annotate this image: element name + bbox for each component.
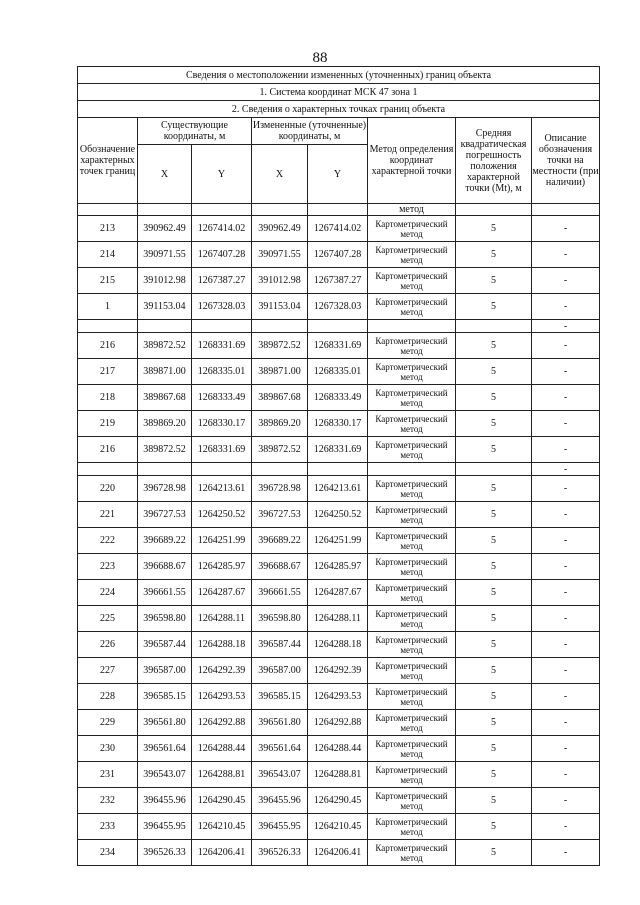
error-cell: 5	[456, 710, 532, 736]
existing-y-cell: 1264288.81	[192, 762, 252, 788]
changed-y-cell: 1267328.03	[308, 294, 368, 320]
separator-row	[78, 320, 600, 333]
changed-x-cell: 396455.95	[252, 814, 308, 840]
method-cell: Картометрический метод	[368, 411, 456, 437]
changed-y-cell: 1268331.69	[308, 437, 368, 463]
existing-y-cell: 1264288.44	[192, 736, 252, 762]
method-cell	[368, 320, 456, 333]
changed-x-cell: 396561.80	[252, 710, 308, 736]
existing-y-cell: 1264293.53	[192, 684, 252, 710]
existing-x-cell: 396561.80	[138, 710, 192, 736]
description-cell: -	[532, 463, 600, 476]
header-point-name: Обозначение характерных точек границ	[78, 118, 138, 204]
point-number-cell: 224	[78, 580, 138, 606]
method-cell: Картометрический метод	[368, 268, 456, 294]
point-number-cell: 1	[78, 294, 138, 320]
description-cell: -	[532, 762, 600, 788]
changed-y-cell: 1268335.01	[308, 359, 368, 385]
error-cell: 5	[456, 736, 532, 762]
table-row	[78, 710, 600, 736]
coord-system-label: 1. Система координат МСК 47 зона 1	[78, 84, 600, 101]
changed-x-cell	[252, 320, 308, 333]
point-number-cell: 214	[78, 242, 138, 268]
error-cell: 5	[456, 359, 532, 385]
point-number-cell: 220	[78, 476, 138, 502]
changed-x-cell: 389869.20	[252, 411, 308, 437]
point-number-cell: 229	[78, 710, 138, 736]
existing-y-cell: 1264285.97	[192, 554, 252, 580]
existing-y-cell: 1264213.61	[192, 476, 252, 502]
point-number-cell: 221	[78, 502, 138, 528]
existing-x-cell	[138, 463, 192, 476]
coordinates-table	[77, 66, 600, 866]
existing-y-cell: 1264251.99	[192, 528, 252, 554]
existing-x-cell: 389872.52	[138, 333, 192, 359]
header-existing-coords: Существующие координаты, м	[138, 118, 252, 145]
point-number-cell: 234	[78, 840, 138, 866]
description-cell: -	[532, 268, 600, 294]
point-number-cell: 218	[78, 385, 138, 411]
changed-y-cell: 1264250.52	[308, 502, 368, 528]
error-cell: 5	[456, 684, 532, 710]
header-changed-coords: Измененные (уточненные) координаты, м	[252, 118, 368, 145]
changed-y-cell: 1264292.88	[308, 710, 368, 736]
point-number-cell: 217	[78, 359, 138, 385]
carryover-row	[78, 204, 600, 216]
changed-y-cell: 1264251.99	[308, 528, 368, 554]
existing-x-cell: 389867.68	[138, 385, 192, 411]
error-cell: 5	[456, 632, 532, 658]
existing-y-cell: 1264250.52	[192, 502, 252, 528]
table-row	[78, 684, 600, 710]
existing-x-cell: 389872.52	[138, 437, 192, 463]
existing-x-cell: 396728.98	[138, 476, 192, 502]
changed-x-cell: 396661.55	[252, 580, 308, 606]
existing-y-cell: 1268330.17	[192, 411, 252, 437]
table-row	[78, 632, 600, 658]
existing-x-cell: 390962.49	[138, 216, 192, 242]
error-cell	[456, 463, 532, 476]
table-row	[78, 788, 600, 814]
existing-y-cell: 1264290.45	[192, 788, 252, 814]
existing-x-cell: 396689.22	[138, 528, 192, 554]
existing-y-cell: 1267328.03	[192, 294, 252, 320]
table-row	[78, 580, 600, 606]
error-cell: 5	[456, 840, 532, 866]
error-cell: 5	[456, 580, 532, 606]
changed-y-cell: 1264292.39	[308, 658, 368, 684]
table-row	[78, 762, 600, 788]
changed-x-cell: 396455.96	[252, 788, 308, 814]
table-row	[78, 437, 600, 463]
changed-x-cell: 396587.44	[252, 632, 308, 658]
description-cell: -	[532, 528, 600, 554]
description-cell: -	[532, 840, 600, 866]
changed-y-cell: 1264293.53	[308, 684, 368, 710]
method-cell: Картометрический метод	[368, 684, 456, 710]
existing-x-cell: 396543.07	[138, 762, 192, 788]
method-cell: Картометрический метод	[368, 580, 456, 606]
method-cell: Картометрический метод	[368, 528, 456, 554]
changed-y-cell: 1264206.41	[308, 840, 368, 866]
header-changed-x: X	[252, 145, 308, 204]
changed-x-cell: 389872.52	[252, 333, 308, 359]
existing-x-cell: 396688.67	[138, 554, 192, 580]
changed-y-cell: 1264287.67	[308, 580, 368, 606]
method-cell: Картометрический метод	[368, 632, 456, 658]
existing-y-cell: 1268331.69	[192, 437, 252, 463]
existing-y-cell: 1264292.88	[192, 710, 252, 736]
changed-y-cell: 1267414.02	[308, 216, 368, 242]
method-cell: Картометрический метод	[368, 814, 456, 840]
description-cell: -	[532, 580, 600, 606]
changed-x-cell	[252, 463, 308, 476]
table-row	[78, 294, 600, 320]
existing-x-cell: 396598.80	[138, 606, 192, 632]
error-cell: 5	[456, 788, 532, 814]
error-cell	[456, 320, 532, 333]
point-number-cell: 231	[78, 762, 138, 788]
method-cell: Картометрический метод	[368, 359, 456, 385]
existing-y-cell: 1264288.11	[192, 606, 252, 632]
table-row	[78, 736, 600, 762]
method-cell: Картометрический метод	[368, 476, 456, 502]
changed-y-cell: 1267407.28	[308, 242, 368, 268]
header-error: Средняя квадратическая погрешность положения характерной точки (Mt), м	[456, 118, 532, 204]
method-cell: Картометрический метод	[368, 840, 456, 866]
description-cell: -	[532, 216, 600, 242]
error-cell: 5	[456, 476, 532, 502]
table-row	[78, 814, 600, 840]
method-cell: Картометрический метод	[368, 788, 456, 814]
existing-x-cell: 391012.98	[138, 268, 192, 294]
existing-y-cell: 1264206.41	[192, 840, 252, 866]
table-row	[78, 242, 600, 268]
point-number-cell: 232	[78, 788, 138, 814]
description-cell: -	[532, 385, 600, 411]
table-title: Сведения о местоположении измененных (уточненных) границ объекта	[78, 67, 600, 84]
point-number-cell: 216	[78, 437, 138, 463]
error-cell: 5	[456, 502, 532, 528]
error-cell: 5	[456, 606, 532, 632]
header-changed-y: Y	[308, 145, 368, 204]
error-cell: 5	[456, 333, 532, 359]
description-cell: -	[532, 242, 600, 268]
existing-y-cell: 1267407.28	[192, 242, 252, 268]
point-number-cell: 225	[78, 606, 138, 632]
changed-x-cell: 396688.67	[252, 554, 308, 580]
changed-x-cell: 396526.33	[252, 840, 308, 866]
existing-x-cell: 389871.00	[138, 359, 192, 385]
table-row	[78, 385, 600, 411]
method-cell: Картометрический метод	[368, 333, 456, 359]
point-number-cell: 233	[78, 814, 138, 840]
point-number-cell: 226	[78, 632, 138, 658]
description-cell: -	[532, 437, 600, 463]
point-number-cell: 222	[78, 528, 138, 554]
page-number: 88	[312, 50, 328, 66]
changed-x-cell: 391012.98	[252, 268, 308, 294]
changed-x-cell: 396587.00	[252, 658, 308, 684]
changed-y-cell: 1267387.27	[308, 268, 368, 294]
table-row	[78, 502, 600, 528]
existing-x-cell: 396455.95	[138, 814, 192, 840]
existing-y-cell: 1268335.01	[192, 359, 252, 385]
error-cell: 5	[456, 762, 532, 788]
table-row	[78, 411, 600, 437]
existing-x-cell: 396585.15	[138, 684, 192, 710]
table-row	[78, 333, 600, 359]
changed-y-cell: 1264290.45	[308, 788, 368, 814]
changed-x-cell: 396598.80	[252, 606, 308, 632]
changed-x-cell: 390962.49	[252, 216, 308, 242]
changed-x-cell: 396561.64	[252, 736, 308, 762]
description-cell: -	[532, 710, 600, 736]
separator-row	[78, 463, 600, 476]
error-cell: 5	[456, 268, 532, 294]
existing-y-cell	[192, 463, 252, 476]
point-number-cell: 213	[78, 216, 138, 242]
error-cell: 5	[456, 242, 532, 268]
existing-y-cell: 1268331.69	[192, 333, 252, 359]
method-cell: Картометрический метод	[368, 554, 456, 580]
existing-x-cell: 396587.00	[138, 658, 192, 684]
method-cell: Картометрический метод	[368, 502, 456, 528]
existing-x-cell: 396587.44	[138, 632, 192, 658]
point-number-cell: 227	[78, 658, 138, 684]
description-cell: -	[532, 320, 600, 333]
point-number-cell: 223	[78, 554, 138, 580]
table-row	[78, 606, 600, 632]
existing-x-cell	[138, 320, 192, 333]
point-number-cell	[78, 320, 138, 333]
point-number-cell	[78, 463, 138, 476]
method-cell: Картометрический метод	[368, 658, 456, 684]
existing-x-cell: 389869.20	[138, 411, 192, 437]
existing-x-cell: 396561.64	[138, 736, 192, 762]
existing-y-cell	[192, 320, 252, 333]
header-existing-y: Y	[192, 145, 252, 204]
changed-x-cell: 396728.98	[252, 476, 308, 502]
existing-x-cell: 396526.33	[138, 840, 192, 866]
table-row	[78, 268, 600, 294]
existing-y-cell: 1264292.39	[192, 658, 252, 684]
carryover-method: метод	[368, 204, 456, 216]
description-cell: -	[532, 476, 600, 502]
changed-y-cell: 1268330.17	[308, 411, 368, 437]
description-cell: -	[532, 333, 600, 359]
error-cell: 5	[456, 294, 532, 320]
changed-y-cell: 1264213.61	[308, 476, 368, 502]
changed-x-cell: 396689.22	[252, 528, 308, 554]
description-cell: -	[532, 294, 600, 320]
changed-y-cell: 1268333.49	[308, 385, 368, 411]
description-cell: -	[532, 684, 600, 710]
method-cell: Картометрический метод	[368, 385, 456, 411]
method-cell: Картометрический метод	[368, 762, 456, 788]
header-description: Описание обозначения точки на местности (при наличии)	[532, 118, 600, 204]
error-cell: 5	[456, 385, 532, 411]
table-row	[78, 554, 600, 580]
existing-y-cell: 1264287.67	[192, 580, 252, 606]
changed-y-cell: 1264288.18	[308, 632, 368, 658]
description-cell: -	[532, 632, 600, 658]
changed-x-cell: 389872.52	[252, 437, 308, 463]
error-cell: 5	[456, 411, 532, 437]
changed-x-cell: 389871.00	[252, 359, 308, 385]
point-number-cell: 216	[78, 333, 138, 359]
method-cell: Картометрический метод	[368, 710, 456, 736]
table-row	[78, 359, 600, 385]
changed-y-cell	[308, 463, 368, 476]
point-number-cell: 230	[78, 736, 138, 762]
existing-y-cell: 1264288.18	[192, 632, 252, 658]
changed-x-cell: 390971.55	[252, 242, 308, 268]
point-number-cell: 228	[78, 684, 138, 710]
existing-x-cell: 396727.53	[138, 502, 192, 528]
method-cell: Картометрический метод	[368, 736, 456, 762]
changed-y-cell: 1268331.69	[308, 333, 368, 359]
error-cell: 5	[456, 814, 532, 840]
error-cell: 5	[456, 658, 532, 684]
table-row	[78, 840, 600, 866]
description-cell: -	[532, 658, 600, 684]
description-cell: -	[532, 788, 600, 814]
table-row	[78, 528, 600, 554]
section-label: 2. Сведения о характерных точках границ объекта	[78, 101, 600, 118]
existing-y-cell: 1267414.02	[192, 216, 252, 242]
changed-x-cell: 389867.68	[252, 385, 308, 411]
table-row	[78, 216, 600, 242]
description-cell: -	[532, 359, 600, 385]
header-existing-x: X	[138, 145, 192, 204]
changed-x-cell: 396543.07	[252, 762, 308, 788]
changed-y-cell	[308, 320, 368, 333]
description-cell: -	[532, 411, 600, 437]
method-cell: Картометрический метод	[368, 606, 456, 632]
changed-x-cell: 396727.53	[252, 502, 308, 528]
changed-y-cell: 1264288.11	[308, 606, 368, 632]
changed-x-cell: 391153.04	[252, 294, 308, 320]
method-cell: Картометрический метод	[368, 242, 456, 268]
description-cell: -	[532, 814, 600, 840]
method-cell	[368, 463, 456, 476]
description-cell: -	[532, 554, 600, 580]
description-cell: -	[532, 606, 600, 632]
description-cell: -	[532, 502, 600, 528]
existing-y-cell: 1267387.27	[192, 268, 252, 294]
error-cell: 5	[456, 437, 532, 463]
existing-y-cell: 1268333.49	[192, 385, 252, 411]
error-cell: 5	[456, 554, 532, 580]
existing-x-cell: 390971.55	[138, 242, 192, 268]
changed-y-cell: 1264288.81	[308, 762, 368, 788]
point-number-cell: 215	[78, 268, 138, 294]
table-row	[78, 658, 600, 684]
changed-y-cell: 1264210.45	[308, 814, 368, 840]
description-cell: -	[532, 736, 600, 762]
error-cell: 5	[456, 216, 532, 242]
header-method: Метод определения координат характерной точки	[368, 118, 456, 204]
point-number-cell: 219	[78, 411, 138, 437]
existing-x-cell: 391153.04	[138, 294, 192, 320]
changed-x-cell: 396585.15	[252, 684, 308, 710]
table-row	[78, 476, 600, 502]
error-cell: 5	[456, 528, 532, 554]
method-cell: Картометрический метод	[368, 294, 456, 320]
existing-y-cell: 1264210.45	[192, 814, 252, 840]
method-cell: Картометрический метод	[368, 437, 456, 463]
changed-y-cell: 1264288.44	[308, 736, 368, 762]
existing-x-cell: 396455.96	[138, 788, 192, 814]
method-cell: Картометрический метод	[368, 216, 456, 242]
changed-y-cell: 1264285.97	[308, 554, 368, 580]
existing-x-cell: 396661.55	[138, 580, 192, 606]
